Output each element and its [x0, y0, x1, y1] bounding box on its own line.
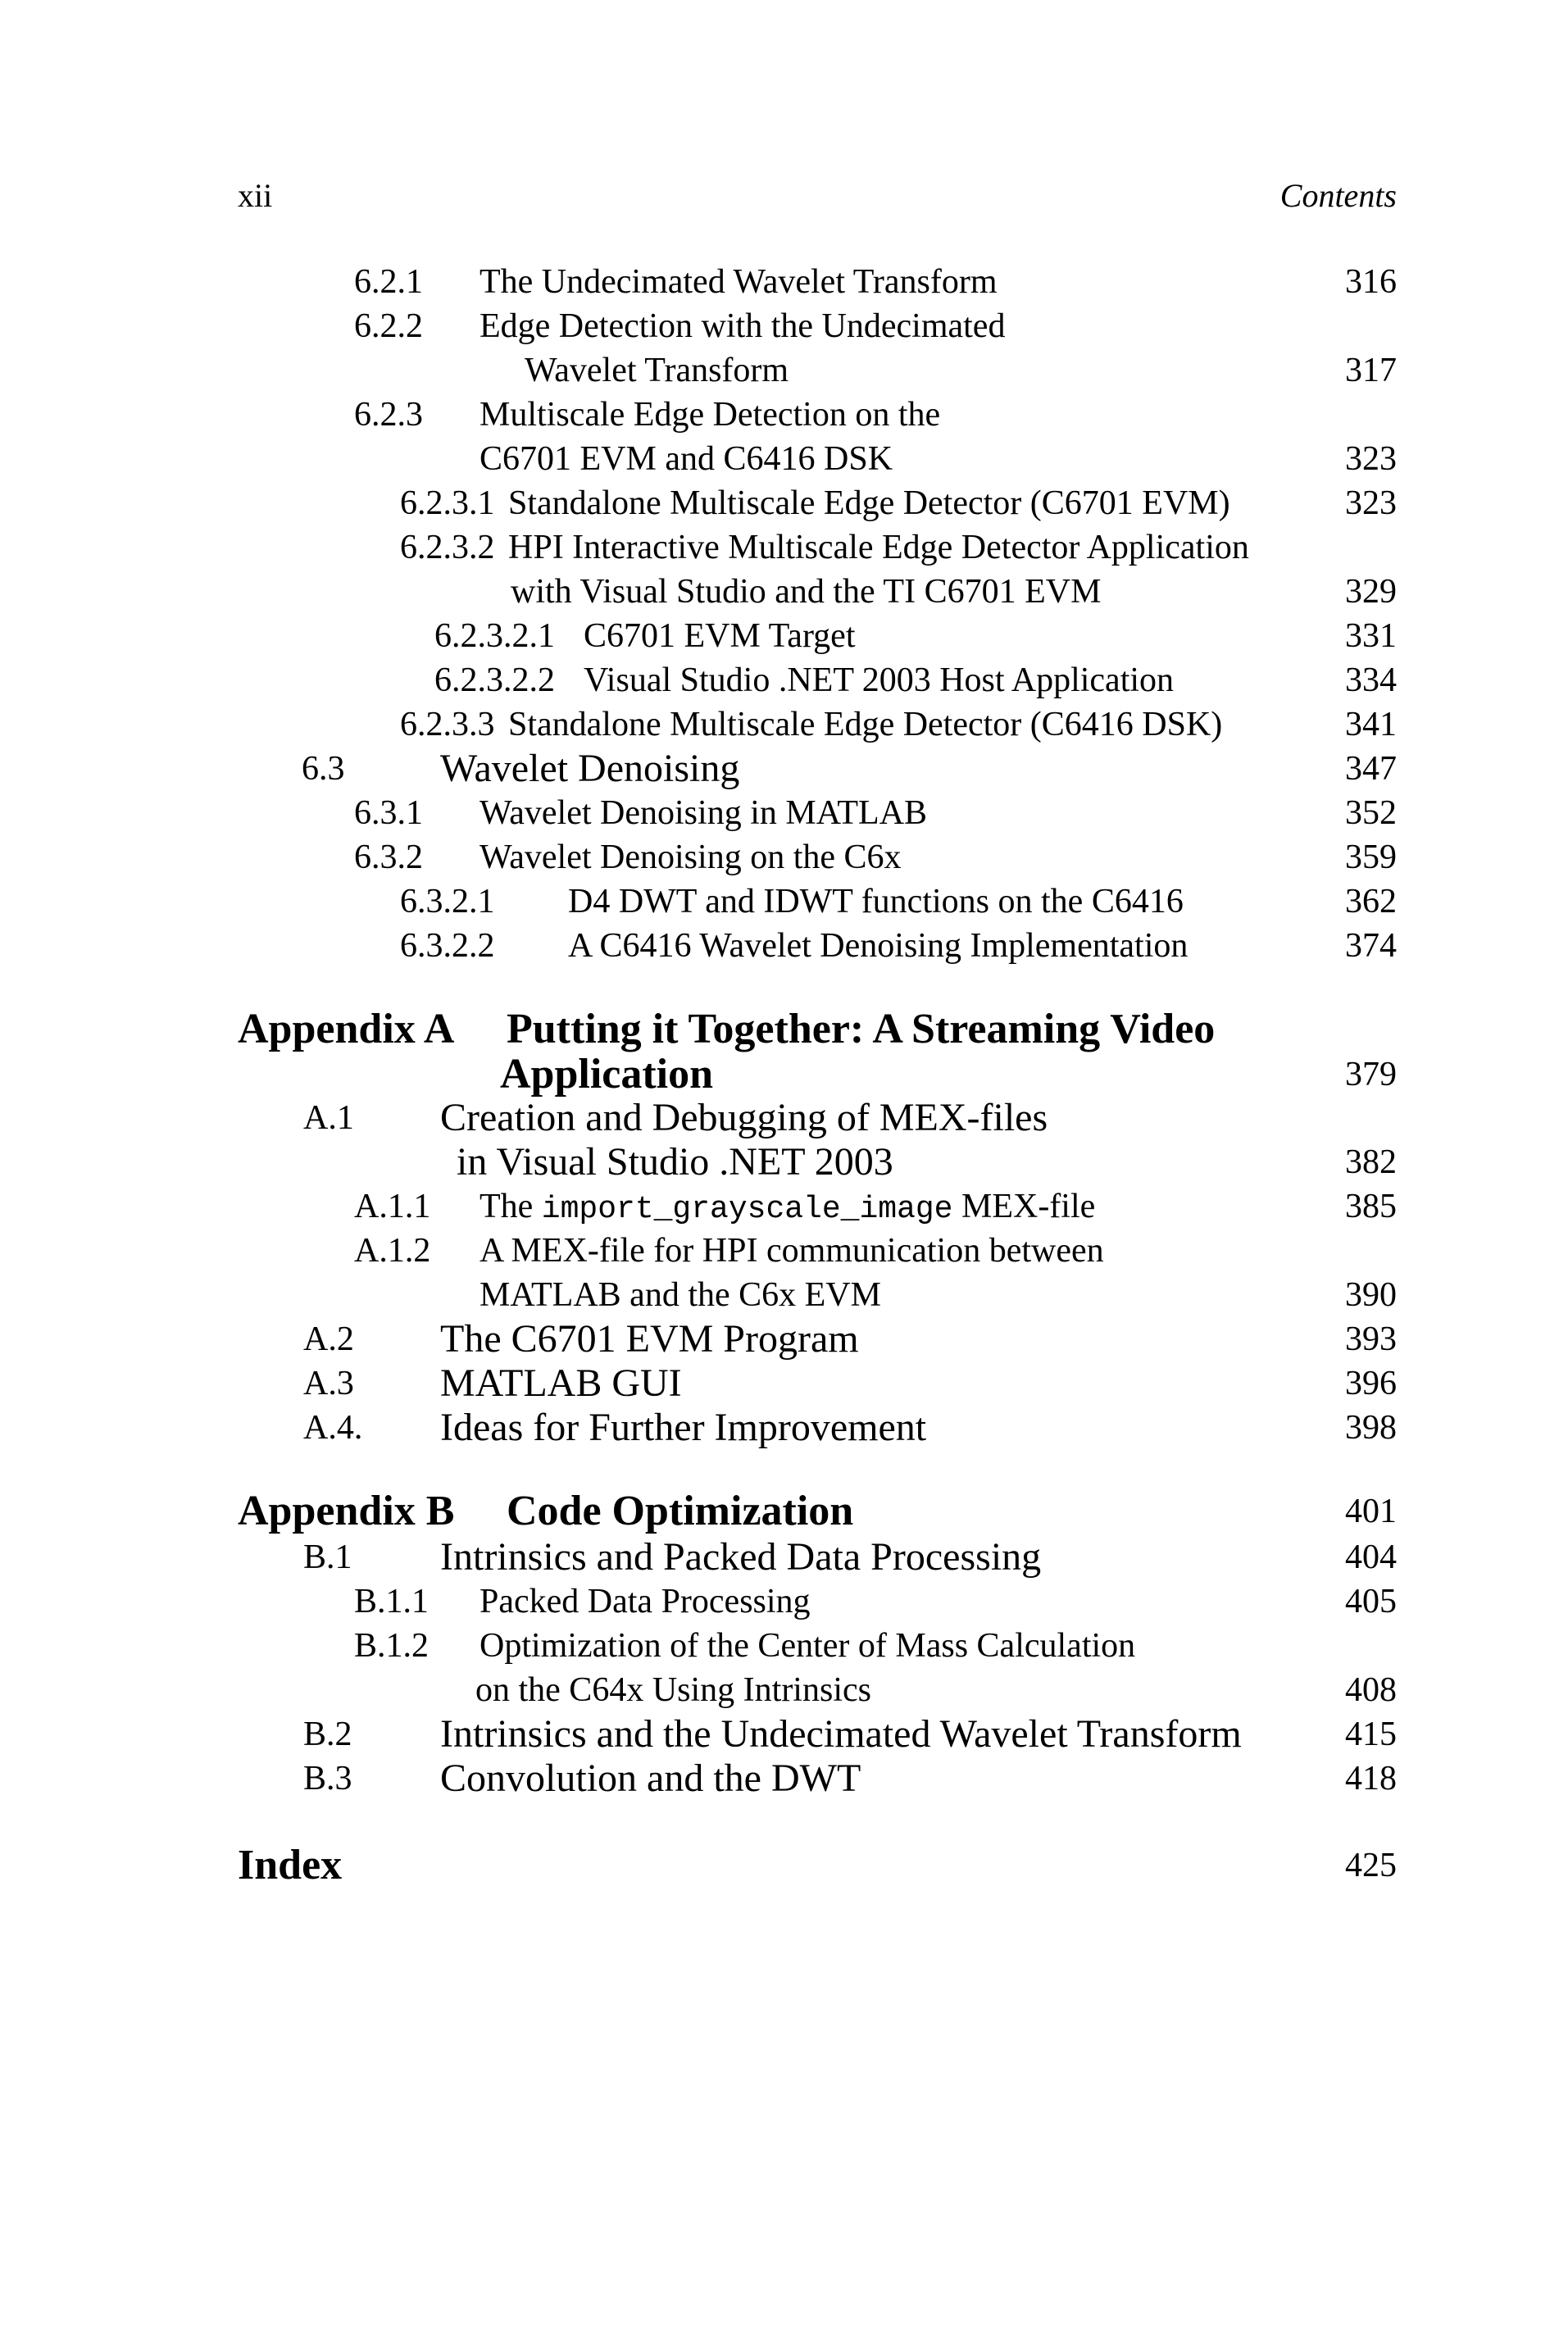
- toc-entry: [0, 1095, 1568, 1141]
- entry-page: 323: [1345, 484, 1397, 522]
- entry-title-suffix: MEX-file: [961, 1188, 1096, 1225]
- entry-number: A.1: [303, 1099, 354, 1137]
- entry-title: Convolution and the DWT: [440, 1757, 861, 1800]
- entry-page: 379: [1345, 1056, 1397, 1093]
- toc-entry: [0, 790, 1568, 836]
- page-header: [238, 176, 1397, 225]
- toc-entry: [0, 480, 1568, 526]
- entry-page: 405: [1345, 1583, 1397, 1620]
- entry-number: A.1.1: [354, 1188, 431, 1225]
- entry-number: A.2: [303, 1320, 354, 1358]
- entry-page: 385: [1345, 1188, 1397, 1225]
- appendix-title: Putting it Together: A Streaming Video: [507, 1006, 1216, 1052]
- toc-entry: [0, 1711, 1568, 1757]
- toc-entry: [0, 1756, 1568, 1802]
- toc-entry: [0, 303, 1568, 349]
- entry-page: 347: [1345, 750, 1397, 788]
- entry-title: [479, 1184, 1095, 1233]
- appendix-title: Code Optimization: [507, 1488, 854, 1534]
- entry-title: Wavelet Denoising on the C6x: [479, 839, 902, 876]
- entry-title: The C6701 EVM Program: [440, 1317, 859, 1361]
- entry-number: 6.3.2.2: [400, 927, 495, 965]
- entry-title: Ideas for Further Improvement: [440, 1406, 927, 1449]
- entry-number: A.3: [303, 1365, 354, 1402]
- entry-title-continued: in Visual Studio .NET 2003: [457, 1140, 893, 1184]
- toc-entry: [0, 525, 1568, 570]
- toc-entry: [0, 259, 1568, 305]
- entry-title: MATLAB GUI: [440, 1361, 682, 1405]
- entry-title: A MEX-file for HPI communication between: [479, 1232, 1104, 1270]
- entry-title: Packed Data Processing: [479, 1583, 811, 1620]
- entry-page: 323: [1345, 440, 1397, 478]
- entry-title: Creation and Debugging of MEX-files: [440, 1096, 1048, 1139]
- entry-page: 359: [1345, 839, 1397, 876]
- page-number: xii: [238, 177, 273, 214]
- toc-entry: [0, 1534, 1568, 1580]
- entry-number: B.3: [303, 1760, 352, 1797]
- entry-page: 398: [1345, 1409, 1397, 1447]
- appendix-label: Appendix B: [238, 1488, 455, 1534]
- entry-title-code: import_grayscale_image: [541, 1192, 953, 1227]
- entry-title: HPI Interactive Multiscale Edge Detector Application: [508, 529, 1249, 566]
- index-label: Index: [238, 1842, 343, 1888]
- appendix-label: Appendix A: [238, 1006, 455, 1052]
- entry-number: 6.3: [302, 750, 345, 788]
- entry-page: 425: [1345, 1847, 1397, 1884]
- entry-page: 374: [1345, 927, 1397, 965]
- toc-entry: [0, 1361, 1568, 1407]
- entry-title: Multiscale Edge Detection on the: [479, 396, 941, 434]
- entry-number: B.2: [303, 1716, 352, 1753]
- entry-page: 418: [1345, 1760, 1397, 1797]
- entry-page: 393: [1345, 1320, 1397, 1358]
- entry-number: 6.2.3.3: [400, 706, 495, 743]
- toc-entry-continuation: [0, 1272, 1568, 1318]
- entry-page: 329: [1345, 573, 1397, 611]
- entry-title-prefix: The: [479, 1188, 534, 1225]
- entry-page: 408: [1345, 1671, 1397, 1709]
- entry-title-continued: with Visual Studio and the TI C6701 EVM: [511, 573, 1102, 611]
- entry-title: C6701 EVM Target: [584, 617, 856, 655]
- entry-page: 334: [1345, 661, 1397, 699]
- toc-entry: [0, 1623, 1568, 1669]
- entry-title: Optimization of the Center of Mass Calculation: [479, 1627, 1136, 1665]
- entry-title: The Undecimated Wavelet Transform: [479, 263, 998, 301]
- entry-page: 352: [1345, 794, 1397, 832]
- toc-entry: [0, 702, 1568, 748]
- toc-entry: [0, 613, 1568, 659]
- running-title: Contents: [1279, 177, 1397, 214]
- entry-number: 6.2.3.1: [400, 484, 495, 522]
- entry-title-continued: MATLAB and the C6x EVM: [479, 1276, 881, 1314]
- entry-title: A C6416 Wavelet Denoising Implementation: [568, 927, 1188, 965]
- entry-title-continued: on the C64x Using Intrinsics: [475, 1671, 871, 1709]
- entry-title-continued: Wavelet Transform: [525, 352, 789, 389]
- entry-number: 6.2.3.2: [400, 529, 495, 566]
- toc-entry-continuation: [0, 1139, 1568, 1185]
- appendix-title-continued: Application: [500, 1051, 714, 1098]
- entry-title: Visual Studio .NET 2003 Host Application: [584, 661, 1175, 699]
- entry-number: 6.2.1: [354, 263, 423, 301]
- entry-number: 6.2.3.2.2: [434, 661, 555, 699]
- entry-title: D4 DWT and IDWT functions on the C6416: [568, 883, 1184, 920]
- entry-page: 317: [1345, 352, 1397, 389]
- toc-entry: [0, 1184, 1568, 1229]
- entry-page: 382: [1345, 1143, 1397, 1181]
- toc-entry: [0, 1405, 1568, 1451]
- toc-entry: [0, 1316, 1568, 1362]
- entry-page: 396: [1345, 1365, 1397, 1402]
- toc-appendix-continuation: [0, 1049, 1568, 1100]
- entry-title: Intrinsics and Packed Data Processing: [440, 1535, 1042, 1579]
- toc-entry: [0, 879, 1568, 925]
- entry-title: Wavelet Denoising: [440, 747, 740, 790]
- toc-entry-continuation: [0, 348, 1568, 393]
- toc-entry: [0, 657, 1568, 703]
- toc-entry-continuation: [0, 569, 1568, 615]
- entry-page: 362: [1345, 883, 1397, 920]
- entry-number: B.1: [303, 1538, 352, 1576]
- entry-number: 6.3.2: [354, 839, 423, 876]
- entry-number: 6.3.2.1: [400, 883, 495, 920]
- entry-number: A.1.2: [354, 1232, 431, 1270]
- entry-page: 316: [1345, 263, 1397, 301]
- entry-number: B.1.1: [354, 1583, 429, 1620]
- entry-title: Edge Detection with the Undecimated: [479, 307, 1006, 345]
- entry-page: 404: [1345, 1538, 1397, 1576]
- entry-page: 401: [1345, 1493, 1397, 1530]
- entry-number: B.1.2: [354, 1627, 429, 1665]
- toc-entry: [0, 1579, 1568, 1625]
- entry-title: Standalone Multiscale Edge Detector (C6701 EVM): [508, 484, 1230, 522]
- entry-title: Wavelet Denoising in MATLAB: [479, 794, 928, 832]
- entry-page: 415: [1345, 1716, 1397, 1753]
- toc-entry-continuation: [0, 1667, 1568, 1713]
- entry-number: A.4.: [303, 1409, 363, 1447]
- toc-appendix: [0, 1486, 1568, 1537]
- toc-index: [0, 1840, 1568, 1891]
- entry-page: 331: [1345, 617, 1397, 655]
- entry-number: 6.3.1: [354, 794, 423, 832]
- entry-page: 390: [1345, 1276, 1397, 1314]
- entry-title-continued: C6701 EVM and C6416 DSK: [479, 440, 893, 478]
- entry-number: 6.2.2: [354, 307, 423, 345]
- entry-number: 6.2.3: [354, 396, 423, 434]
- entry-page: 341: [1345, 706, 1397, 743]
- toc-entry: [0, 392, 1568, 438]
- toc-entry: [0, 834, 1568, 880]
- entry-title: Intrinsics and the Undecimated Wavelet Transform: [440, 1712, 1242, 1756]
- toc-entry: [0, 1228, 1568, 1274]
- toc-entry: [0, 923, 1568, 969]
- entry-title: Standalone Multiscale Edge Detector (C6416 DSK): [508, 706, 1223, 743]
- toc-entry-continuation: [0, 436, 1568, 482]
- toc-appendix: [0, 1004, 1568, 1055]
- entry-number: 6.2.3.2.1: [434, 617, 555, 655]
- toc-entry: [0, 746, 1568, 792]
